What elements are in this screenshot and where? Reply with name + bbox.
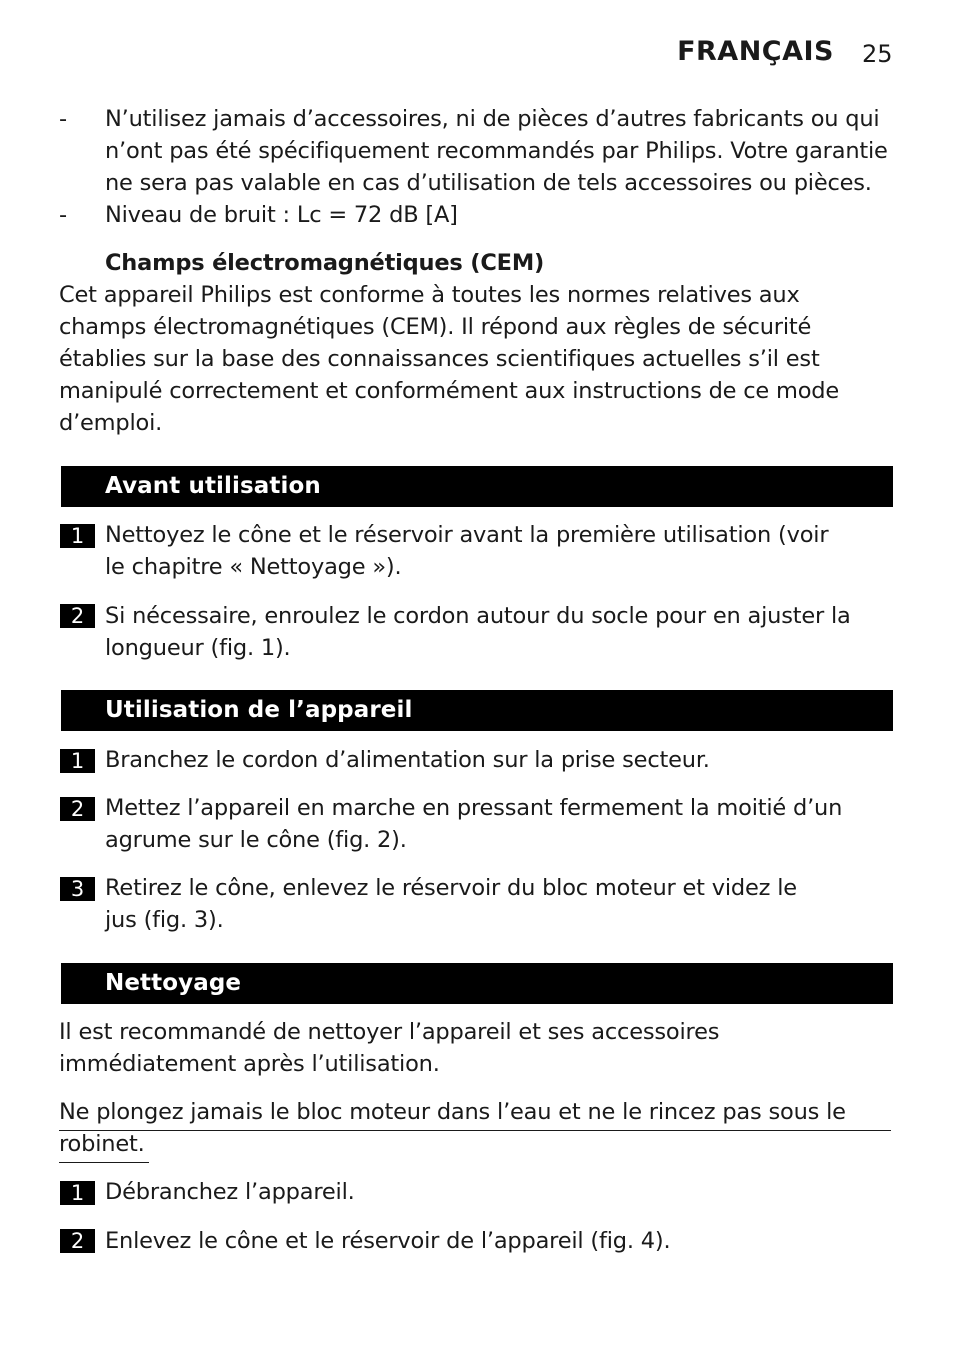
bullet-1-line-3: ne sera pas valable en cas d’utilisation de tels accessoires ou pièces. xyxy=(105,170,872,196)
section-title: Utilisation de l’appareil xyxy=(105,697,413,723)
emf-line-4: manipulé correctement et conformément aux instructions de ce mode xyxy=(59,378,840,404)
section-header-cleaning xyxy=(61,963,893,1004)
emf-line-1: Cet appareil Philips est conforme à toutes les normes relatives aux xyxy=(59,282,800,308)
warning-underline xyxy=(59,1162,149,1163)
bullet-1-line-2: n’ont pas été spécifiquement recommandés par Philips. Votre garantie xyxy=(105,138,888,164)
emf-line-2: champs électromagnétiques (CEM). Il répond aux règles de sécurité xyxy=(59,314,812,340)
cleaning-intro-line-2: immédiatement après l’utilisation. xyxy=(59,1051,440,1077)
emf-line-3: établies sur la base des connaissances scientifiques actuelles s’il est xyxy=(59,346,820,372)
bullet-2-line-1: Niveau de bruit : Lc = 72 dB [A] xyxy=(105,202,458,228)
step-number-badge: 2 xyxy=(60,1229,95,1253)
step-text: Branchez le cordon d’alimentation sur la prise secteur. xyxy=(105,747,710,773)
cleaning-warning-line-1: Ne plongez jamais le bloc moteur dans l’eau et ne le rincez pas sous le xyxy=(59,1099,846,1125)
step-number-badge: 2 xyxy=(60,604,95,628)
step-number-badge: 1 xyxy=(60,749,95,773)
step-number-badge: 2 xyxy=(60,797,95,821)
step-number-badge: 1 xyxy=(60,1181,95,1205)
step-number-badge: 1 xyxy=(60,524,95,548)
section-header-before-use xyxy=(61,466,893,507)
cleaning-warning-line-2: robinet. xyxy=(59,1131,145,1157)
page-number: 25 xyxy=(862,40,893,68)
emf-heading: Champs électromagnétiques (CEM) xyxy=(105,250,545,276)
step-text: Nettoyez le cône et le réservoir avant la première utilisation (voir xyxy=(105,522,829,548)
cleaning-intro-line-1: Il est recommandé de nettoyer l’appareil et ses accessoires xyxy=(59,1019,720,1045)
language-header: FRANÇAIS xyxy=(677,36,834,67)
section-title: Avant utilisation xyxy=(105,473,321,499)
step-text: longueur (fig. 1). xyxy=(105,635,291,661)
step-text: jus (fig. 3). xyxy=(105,907,224,933)
bullet-1-line-1: N’utilisez jamais d’accessoires, ni de pièces d’autres fabricants ou qui xyxy=(105,106,880,132)
step-text: agrume sur le cône (fig. 2). xyxy=(105,827,407,853)
section-title: Nettoyage xyxy=(105,970,242,996)
bullet-dash: - xyxy=(59,106,68,132)
section-header-using xyxy=(61,690,893,731)
step-text: le chapitre « Nettoyage »). xyxy=(105,554,402,580)
step-number-badge: 3 xyxy=(60,877,95,901)
step-text: Retirez le cône, enlevez le réservoir du bloc moteur et videz le xyxy=(105,875,797,901)
step-text: Enlevez le cône et le réservoir de l’appareil (fig. 4). xyxy=(105,1228,671,1254)
step-text: Mettez l’appareil en marche en pressant fermement la moitié d’un xyxy=(105,795,843,821)
emf-line-5: d’emploi. xyxy=(59,410,163,436)
bullet-dash: - xyxy=(59,202,68,228)
step-text: Débranchez l’appareil. xyxy=(105,1179,355,1205)
step-text: Si nécessaire, enroulez le cordon autour du socle pour en ajuster la xyxy=(105,603,851,629)
